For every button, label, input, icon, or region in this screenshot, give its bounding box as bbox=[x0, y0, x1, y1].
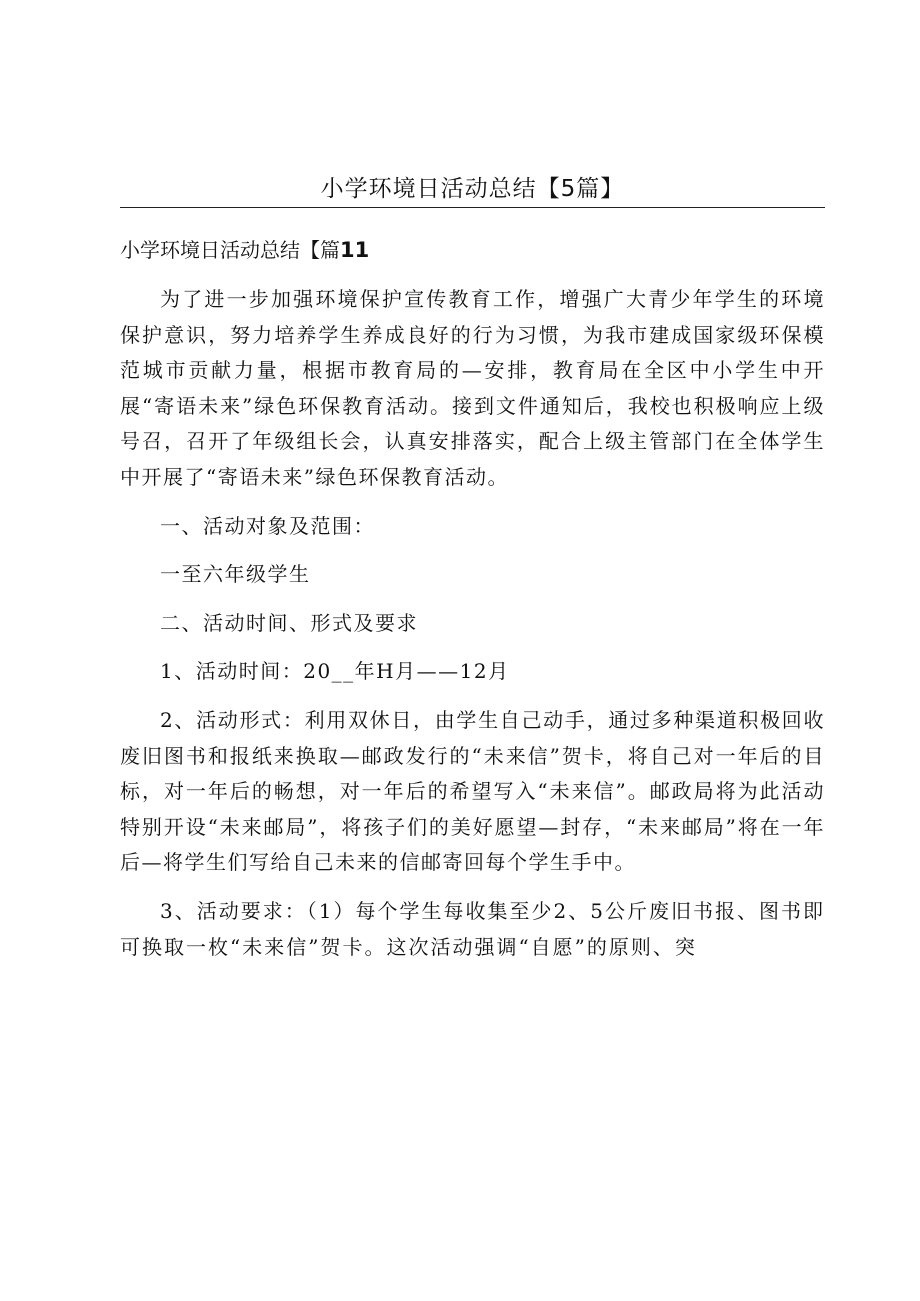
section-heading-number: 11 bbox=[340, 238, 370, 262]
paragraph-activity-requirements: 3、活动要求：（1）每个学生每收集至少2、5公斤废旧书报、图书即可换取一枚“未来信”贺卡。这次活动强调“自愿”的原则、突 bbox=[120, 898, 825, 959]
paragraph-activity-target: 一至六年级学生 bbox=[160, 562, 311, 587]
document-body bbox=[120, 282, 825, 978]
paragraph-activity-target-heading: 一、活动对象及范围： bbox=[160, 513, 375, 538]
paragraph-activity-time: 1、活动时间：20__年H月——12月 bbox=[160, 659, 510, 684]
section-heading-text: 小学环境日活动总结【篇 bbox=[120, 238, 340, 262]
document-title: 小学环境日活动总结【5篇】 bbox=[320, 176, 625, 202]
paragraph-activity-form: 2、活动形式：利用双休日，由学生自己动手，通过多种渠道积极回收废旧图书和报纸来换取—邮政发行的“未来信”贺卡，将自己对一年后的目标，对一年后的畅想，对一年后的希望写入“未来信”。邮政局将为此活动特别开设“未来邮局”，将孩子们的美好愿望—封存，“未来邮局”将在一年后—将学生们写给自己未来的信邮寄回每个学生手中。 bbox=[120, 707, 825, 875]
title-underline bbox=[120, 207, 825, 208]
section-heading bbox=[120, 232, 825, 268]
paragraph-intro: 为了进一步加强环境保护宣传教育工作，增强广大青少年学生的环境保护意识，努力培养学生养成良好的行为习惯，为我市建成国家级环保模范城市贡献力量，根据市教育局的—安排，教育局在全区中小学生中开展“寄语未来”绿色环保教育活动。接到文件通知后，我校也积极响应上级号召，召开了年级组长会，认真安排落实，配合上级主管部门在全体学生中开展了“寄语未来”绿色环保教育活动。 bbox=[120, 287, 825, 489]
paragraph-activity-time-heading: 二、活动时间、形式及要求 bbox=[160, 610, 418, 635]
